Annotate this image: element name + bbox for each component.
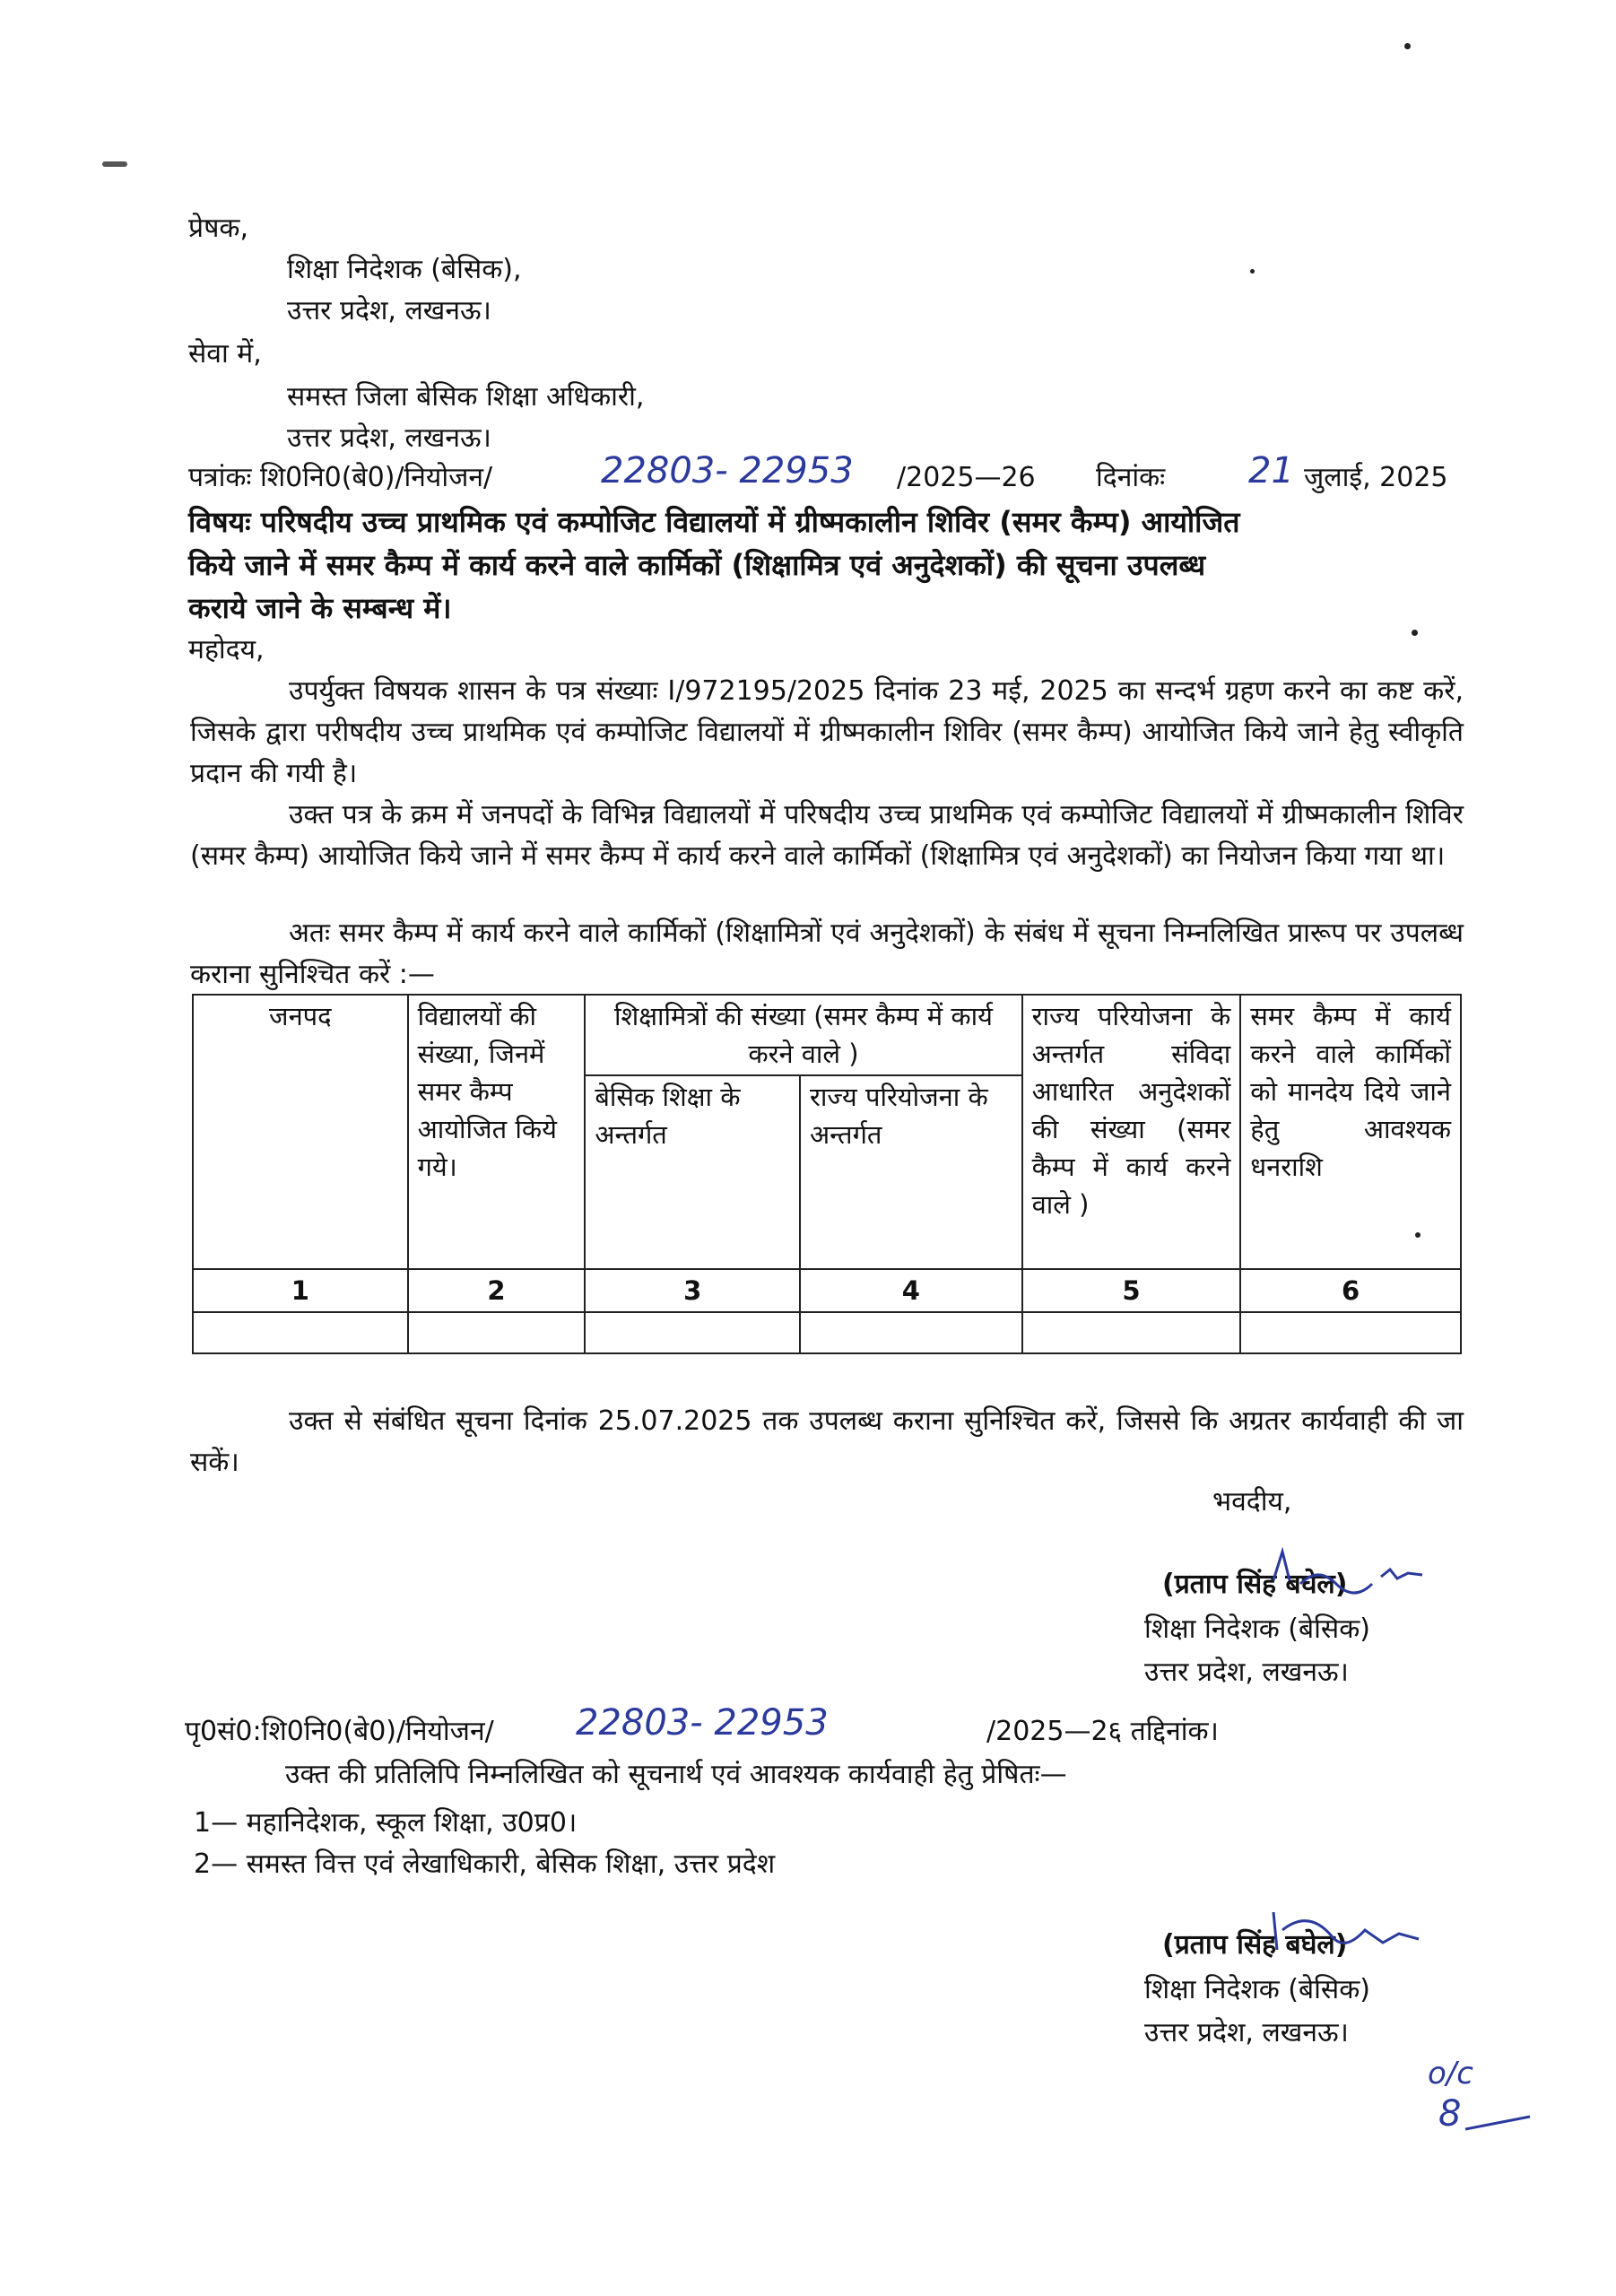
margin-note-line-2: 8 — [1438, 2093, 1462, 2135]
body-paragraph-2 — [190, 795, 1464, 877]
table-number-row — [193, 1269, 1461, 1312]
table-header-shikshamitra-group: शिक्षामित्रों की संख्या (समर कैम्प में कार्य करने वाले ) — [585, 995, 1021, 1075]
signature-2-name: (प्रताप सिंह बघेल) — [1162, 1929, 1348, 1961]
table-empty-cell — [1240, 1312, 1461, 1353]
body-paragraph-3 — [190, 913, 1464, 996]
table-empty-row — [193, 1312, 1461, 1353]
handwritten-date-day: 21 — [1248, 450, 1294, 491]
body-paragraph-1 — [190, 671, 1464, 795]
table-number-cell: 4 — [800, 1269, 1022, 1312]
scan-speck — [1404, 43, 1411, 49]
endorsement-intro: उक्त की प्रतिलिपि निम्नलिखित को सूचनार्थ एवं आवश्यक कार्यवाही हेतु प्रेषितः— — [285, 1759, 1067, 1790]
signature-2-title: शिक्षा निदेशक (बेसिक) — [1144, 1974, 1370, 2005]
signature-1-scribble — [1264, 1544, 1435, 1598]
margin-note-scribble — [1429, 2099, 1537, 2144]
table-header-district: जनपद — [193, 995, 408, 1269]
subject-line-1: विषयः परिषदीय उच्च प्राथमिक एवं कम्पोजिट विद्यालयों में ग्रीष्मकालीन शिविर (समर कैम्प) आयोजित — [188, 505, 1240, 539]
table-empty-cell — [193, 1312, 408, 1353]
table-number-cell: 6 — [1240, 1269, 1461, 1312]
scan-speck — [1250, 269, 1255, 274]
table-header-instructors: राज्य परियोजना के अन्तर्गत संविदा आधारित अनुदेशकों की संख्या (समर कैम्प में कार्य करने वाले ) — [1022, 995, 1241, 1269]
date-month-year: जुलाई, 2025 — [1304, 462, 1448, 493]
info-format-table — [192, 994, 1462, 1354]
signature-1-place: उत्तर प्रदेश, लखनऊ। — [1144, 1657, 1349, 1688]
date-label: दिनांकः — [1096, 462, 1166, 493]
table-number-cell: 1 — [193, 1269, 408, 1312]
recipient-line-2: उत्तर प्रदेश, लखनऊ। — [287, 422, 491, 454]
scan-speck — [1415, 1232, 1421, 1238]
margin-note-line-1: o/c — [1428, 2056, 1473, 2092]
subject-line-3: कराये जाने के सम्बन्ध में। — [188, 591, 452, 625]
sender-label: प्रेषक, — [188, 213, 248, 244]
endorsement-prefix: पृ0सं0:शि0नि0(बे0)/नियोजन/ — [185, 1716, 494, 1747]
letter-reference-prefix: पत्रांकः शि0नि0(बे0)/नियोजन/ — [188, 462, 493, 493]
signature-2-place: उत्तर प्रदेश, लखनऊ। — [1144, 2017, 1349, 2048]
endorsement-handwritten-number: 22803- 22953 — [576, 1702, 829, 1744]
valediction: भवदीय, — [1212, 1486, 1292, 1518]
body-paragraph-3-text: अतः समर कैम्प में कार्य करने वाले कार्मिकों (शिक्षामित्रों एवं अनुदेशकों) के संबंध में सूचना निम्नलिखित प्रारूप पर उपलब्ध कराना सुनिश्चित करें :— — [190, 918, 1464, 990]
signature-1-title: शिक्षा निदेशक (बेसिक) — [1144, 1613, 1370, 1645]
recipient-label: सेवा में, — [188, 338, 262, 370]
table-empty-cell — [1022, 1312, 1241, 1353]
table-header-schools: विद्यालयों की संख्या, जिनमें समर कैम्प आयोजित किये गये। — [408, 995, 586, 1269]
sender-line-1: शिक्षा निदेशक (बेसिक), — [287, 254, 522, 285]
signature-1-name: (प्रताप सिंह बघेल) — [1162, 1569, 1348, 1600]
table-header-state-project: राज्य परियोजना के अन्तर्गत — [800, 1075, 1022, 1269]
endorsement-item-2: 2— समस्त वित्त एवं लेखाधिकारी, बेसिक शिक्षा, उत्तर प्रदेश — [194, 1848, 776, 1880]
body-paragraph-2-text: उक्त पत्र के क्रम में जनपदों के विभिन्न विद्यालयों में परिषदीय उच्च प्राथमिक एवं कम्पोजिट विद्यालयों में ग्रीष्मकालीन शिविर (समर कैम्प) आयोजित किये जाने में समर कैम्प में कार्य करने वाले कार्मिकों (शिक्षामित्र एवं अनुदेशकों) का नियोजन किया गया था। — [190, 799, 1464, 872]
closing-paragraph-text: उक्त से संबंधित सूचना दिनांक 25.07.2025 तक उपलब्ध कराना सुनिश्चित करें, जिससे कि अग्रतर कार्यवाही की जा सकें। — [190, 1405, 1464, 1478]
scan-speck — [1412, 630, 1418, 636]
table-number-cell: 2 — [408, 1269, 586, 1312]
table-empty-cell — [408, 1312, 586, 1353]
table-number-cell: 3 — [585, 1269, 800, 1312]
handwritten-reference-number: 22803- 22953 — [601, 450, 854, 491]
table-number-cell: 5 — [1022, 1269, 1241, 1312]
table-header-basic-education: बेसिक शिक्षा के अन्तर्गत — [585, 1075, 800, 1269]
subject-line-2: किये जाने में समर कैम्प में कार्य करने वाले कार्मिकों (शिक्षामित्र एवं अनुदेशकों) की सूचना उपलब्ध — [188, 548, 1206, 582]
signature-2-scribble — [1255, 1903, 1435, 1966]
body-paragraph-1-text: उपर्युक्त विषयक शासन के पत्र संख्याः I/972195/2025 दिनांक 23 मई, 2025 का सन्दर्भ ग्रहण करने का कष्ट करें, जिसके द्वारा परीषदीय उच्च प्राथमिक एवं कम्पोजिट विद्यालयों में ग्रीष्मकालीन शिविर (समर कैम्प) आयोजित किये जाने हेतु स्वीकृति प्रदान की गयी है। — [190, 675, 1464, 789]
sender-line-2: उत्तर प्रदेश, लखनऊ। — [287, 295, 491, 326]
punch-mark — [102, 161, 127, 167]
salutation: महोदय, — [188, 634, 265, 665]
table-header-honorarium: समर कैम्प में कार्य करने वाले कार्मिकों को मानदेय दिये जाने हेतु आवश्यक धनराशि — [1240, 995, 1461, 1269]
endorsement-item-1: 1— महानिदेशक, स्कूल शिक्षा, उ0प्र0। — [194, 1807, 578, 1839]
endorsement-suffix: /2025—2६ तद्दिनांक। — [986, 1716, 1219, 1747]
table-empty-cell — [585, 1312, 800, 1353]
table-empty-cell — [800, 1312, 1022, 1353]
recipient-line-1: समस्त जिला बेसिक शिक्षा अधिकारी, — [287, 381, 645, 413]
closing-paragraph — [190, 1401, 1464, 1483]
letter-reference-year: /2025—26 — [897, 462, 1036, 493]
